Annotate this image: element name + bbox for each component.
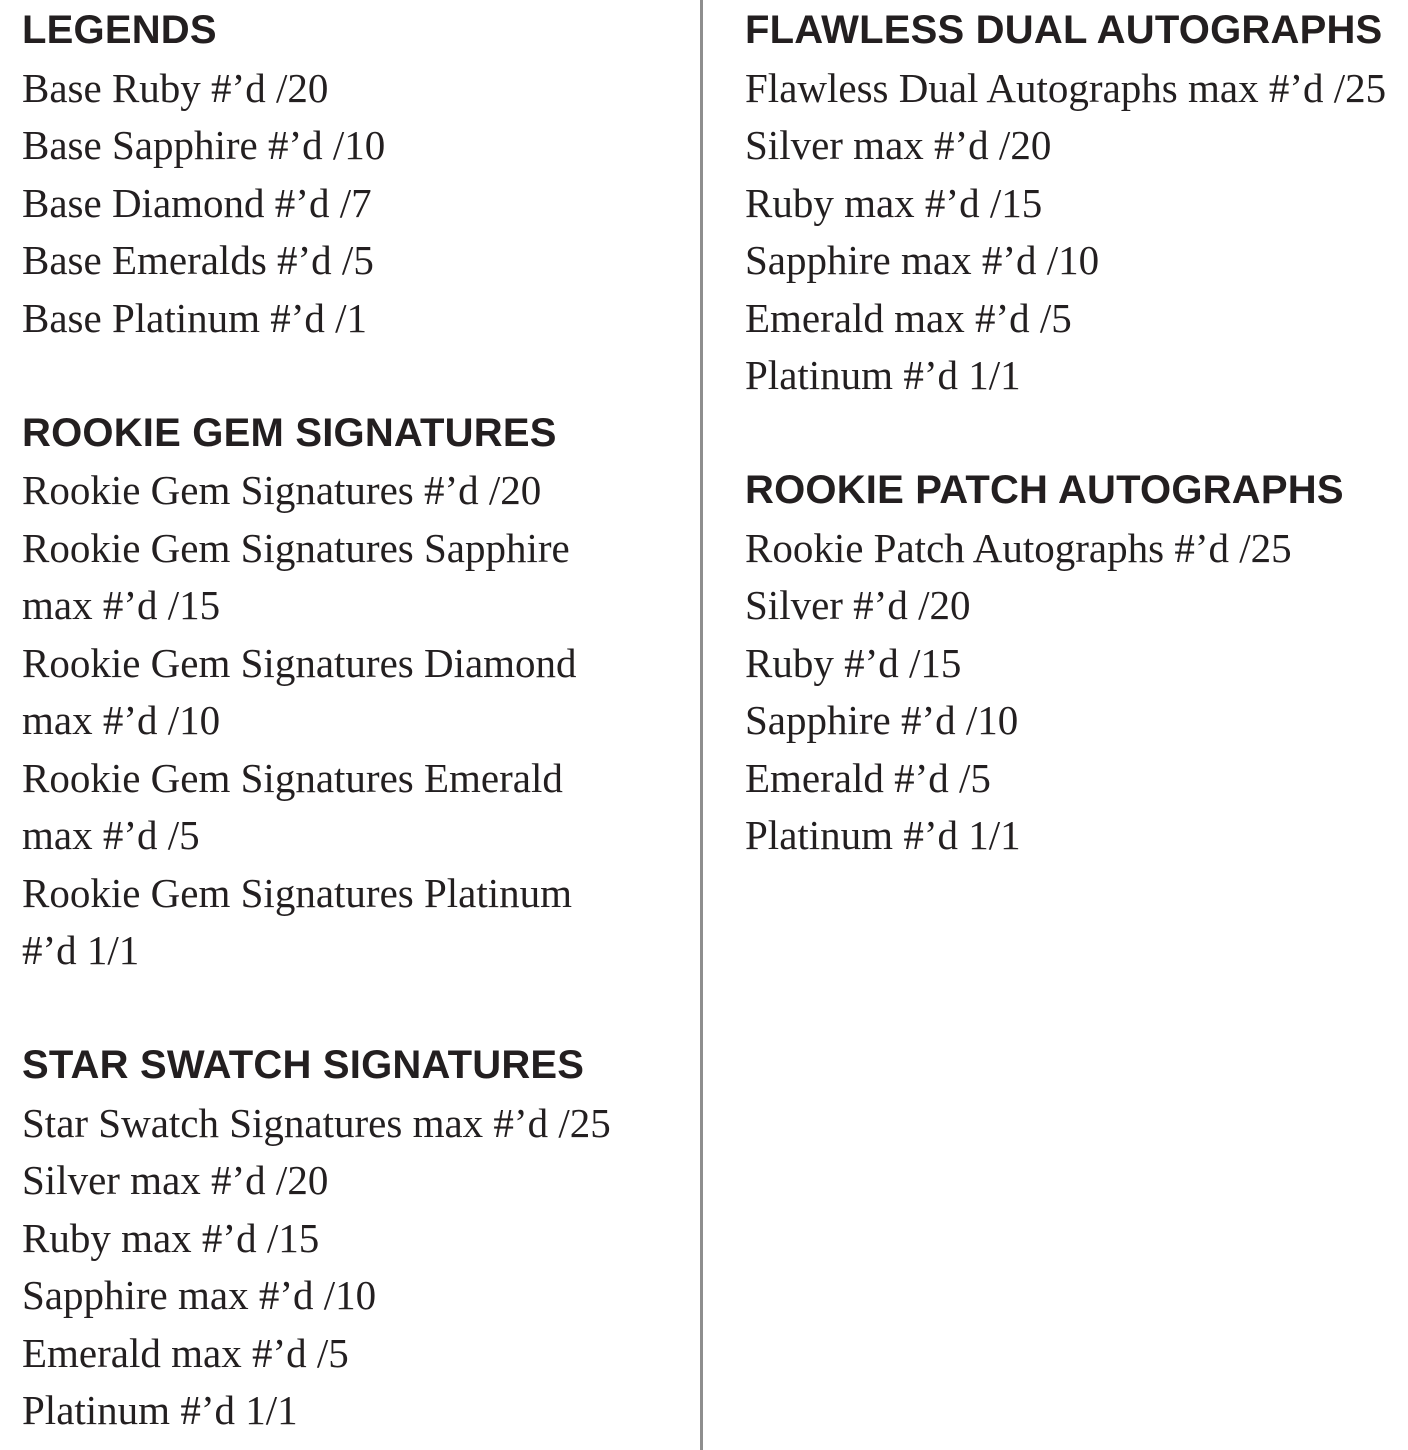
checklist-item: Base Platinum #’d /1 [22,294,368,341]
checklist-item: Base Emeralds #’d /5 [22,237,374,283]
checklist-item: Base Diamond #’d /7 [22,179,372,226]
checklist-item: Emerald #’d /5 [745,754,991,801]
checklist-item: Flawless Dual Autographs max #’d /25 [745,64,1387,111]
left-column [22,2,632,1440]
checklist-item: Rookie Gem Signatures Diamond max #’d /10 [22,639,577,743]
checklist-item: Rookie Gem Signatures Sapphire max #’d /15 [22,524,570,628]
checklist-item: Platinum #’d 1/1 [745,352,1021,398]
checklist-item: Rookie Patch Autographs #’d /25 [745,524,1292,571]
checklist-item: Platinum #’d 1/1 [22,1387,298,1433]
checklist-item: Rookie Gem Signatures Emerald max #’d /5 [22,754,563,858]
section-title-star-swatch-signatures: STAR SWATCH SIGNATURES [22,1043,585,1087]
checklist-item: Sapphire #’d /10 [745,697,1019,743]
checklist-item: Ruby max #’d /15 [745,179,1043,226]
section-title-rookie-patch-autographs: ROOKIE PATCH AUTOGRAPHS [745,468,1344,512]
checklist-item: Rookie Gem Signatures Platinum #’d 1/1 [22,869,573,973]
column-divider [700,0,703,1450]
section-title-flawless-dual-autographs: FLAWLESS DUAL AUTOGRAPHS [745,8,1383,52]
checklist-item: Emerald max #’d /5 [745,294,1072,341]
section-rookie-patch-autographs [745,462,1395,865]
checklist-item: Emerald max #’d /5 [22,1329,349,1376]
checklist-item: Silver max #’d /20 [22,1157,329,1203]
section-title-legends: LEGENDS [22,8,217,52]
section-rookie-gem-signatures [22,405,632,980]
checklist-item: Silver max #’d /20 [745,122,1052,168]
checklist-item: Silver #’d /20 [745,582,971,628]
checklist-item: Ruby #’d /15 [745,639,962,686]
checklist-item: Base Sapphire #’d /10 [22,122,386,168]
checklist-item: Platinum #’d 1/1 [745,812,1021,858]
checklist-item: Star Swatch Signatures max #’d /25 [22,1099,611,1146]
checklist-item: Sapphire max #’d /10 [745,237,1100,283]
section-flawless-dual-autographs [745,2,1395,405]
checklist-item: Base Ruby #’d /20 [22,64,329,111]
section-legends [22,2,632,347]
section-star-swatch-signatures [22,1037,632,1440]
right-column [745,2,1395,865]
section-title-rookie-gem-signatures: ROOKIE GEM SIGNATURES [22,410,557,455]
checklist-item: Rookie Gem Signatures #’d /20 [22,467,542,513]
checklist-item: Sapphire max #’d /10 [22,1272,377,1318]
checklist-item: Ruby max #’d /15 [22,1214,320,1261]
